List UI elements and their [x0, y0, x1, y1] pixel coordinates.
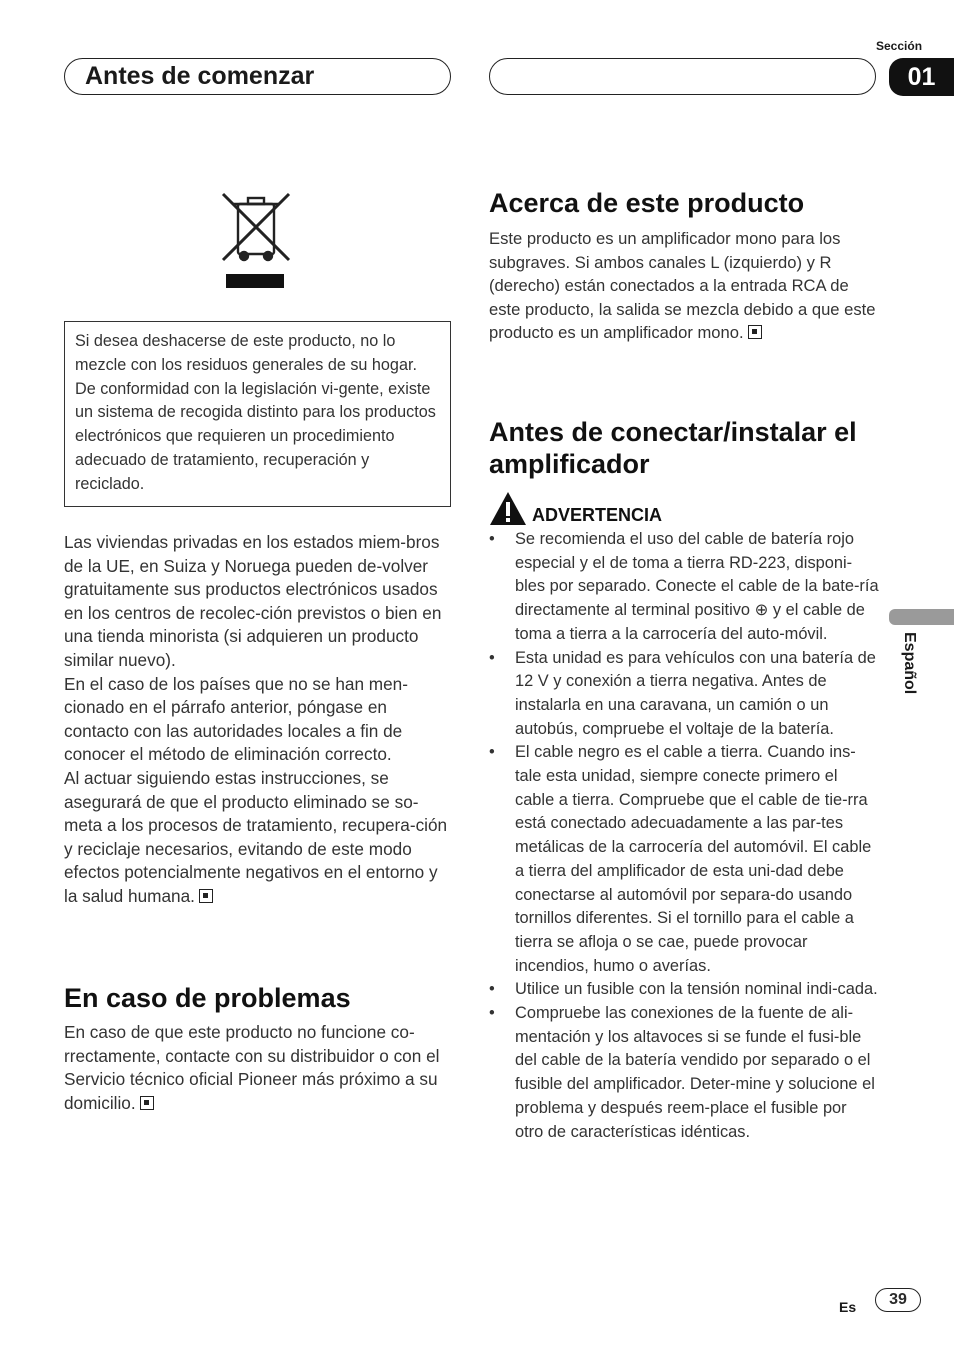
problems-text-block: [64, 1021, 450, 1115]
install-heading: Antes de conectar/instalar el amplificador: [489, 417, 857, 479]
warning-row: [489, 491, 876, 527]
page-number: 39: [875, 1288, 921, 1312]
about-text: Este producto es un amplificador mono para los subgraves. Si ambos canales L (izquierdo) y R (derecho) están conectados a la entrada RCA de este producto, la salida se mezcla debido a que este producto es un amplificador mono.: [489, 229, 876, 343]
disposal-notice-box: [64, 321, 451, 507]
list-item: • Compruebe las conexiones de la fuente de ali-mentación y los altavoces si se funde el fusi-ble del cable de la batería vendido por separado o el fusible del amplificador. Deter-mine y solucione el problema y después reem-place el fusible por otro de características idénticas.: [489, 1002, 879, 1144]
language-label: Español: [901, 632, 918, 695]
language-side-tab: [889, 609, 954, 625]
end-mark-icon: [748, 325, 762, 339]
weee-bin-icon: [220, 190, 292, 290]
list-item: • Esta unidad es para vehículos con una batería de 12 V y conexión a tierra negativa. Antes de instalarla en una caravana, un camión o un autobús, compruebe el voltaje de la batería.: [489, 647, 879, 742]
disposal-paragraph-3: [64, 767, 450, 909]
list-item: • Utilice un fusible con la tensión nominal indi-cada.: [489, 978, 879, 1002]
end-mark-icon: [199, 889, 213, 903]
disposal-paragraph-3-text: Al actuar siguiendo estas instrucciones, se asegurará de que el producto eliminado se so-meta a los procesos de tratamiento, recupera-ción y reciclaje necesarios, evitando de este modo efectos potencialmente negativos en el entorno y la salud humana.: [64, 767, 448, 906]
problems-text: En caso de que este producto no funcione co-rrectamente, contacte con su distribuidor o con el Servicio técnico oficial Pioneer más próximo a su domicilio.: [64, 1022, 440, 1113]
header-title-pill: [64, 58, 451, 95]
left-body: [64, 531, 450, 909]
disposal-paragraph-2: En el caso de los países que no se han men-cionado en el párrafo anterior, póngase en contacto con las autoridades locales a fin de conocer el método de eliminación correcto.: [64, 673, 408, 765]
list-item: • El cable negro es el cable a tierra. Cuando ins-tale esta unidad, siempre conecte primero el cable a tierra. Compruebe que el cable de tie-rra está conectado adecuadamente a las par-tes metálicas de la carrocería del automóvil. El cable a tierra del amplificador de esta uni-dad debe conectarse al automóvil por separa-do usando tornillos diferentes. Si el tornillo para el cable a tierra se afloja o se cae, puede provocar incendios, humo o averías.: [489, 741, 879, 978]
problems-heading: En caso de problemas: [64, 983, 351, 1013]
header-empty-pill: [489, 58, 876, 95]
disposal-notice-text: Si desea deshacerse de este producto, no lo mezcle con los residuos generales de su hogar. De conformidad con la legislación vi-gente, existe un sistema de recogida distinto para los productos electrónicos que requieren un procedimiento adecuado de tratamiento, recuperación y reciclado.: [75, 332, 436, 493]
lang-code: Es: [839, 1299, 857, 1315]
section-label: Sección: [876, 39, 923, 53]
warning-triangle-icon: [489, 491, 527, 527]
warning-label: ADVERTENCIA: [532, 505, 663, 525]
list-item: • Se recomienda el uso del cable de batería rojo especial y el de toma a tierra RD-223, disponi-bles por separado. Conecte el cable de la bate-ría directamente al terminal positivo ⊕ y el cable de toma a tierra a la carrocería del auto-móvil.: [489, 528, 879, 647]
about-heading: Acerca de este producto: [489, 188, 805, 218]
warning-bullet-list: [489, 528, 879, 1144]
end-mark-icon: [140, 1096, 154, 1110]
page-title: Antes de comenzar: [85, 62, 315, 90]
disposal-paragraph-1: Las viviendas privadas en los estados miem-bros de la UE, en Suiza y Noruega pueden de-volver gratuitamente sus productos electrónicos usados en los centros de recolec-ción previstos o bien en una tienda minorista (si adquieren un producto similar nuevo).: [64, 532, 442, 670]
about-text-block: [489, 227, 876, 345]
section-number: 01: [889, 58, 954, 96]
